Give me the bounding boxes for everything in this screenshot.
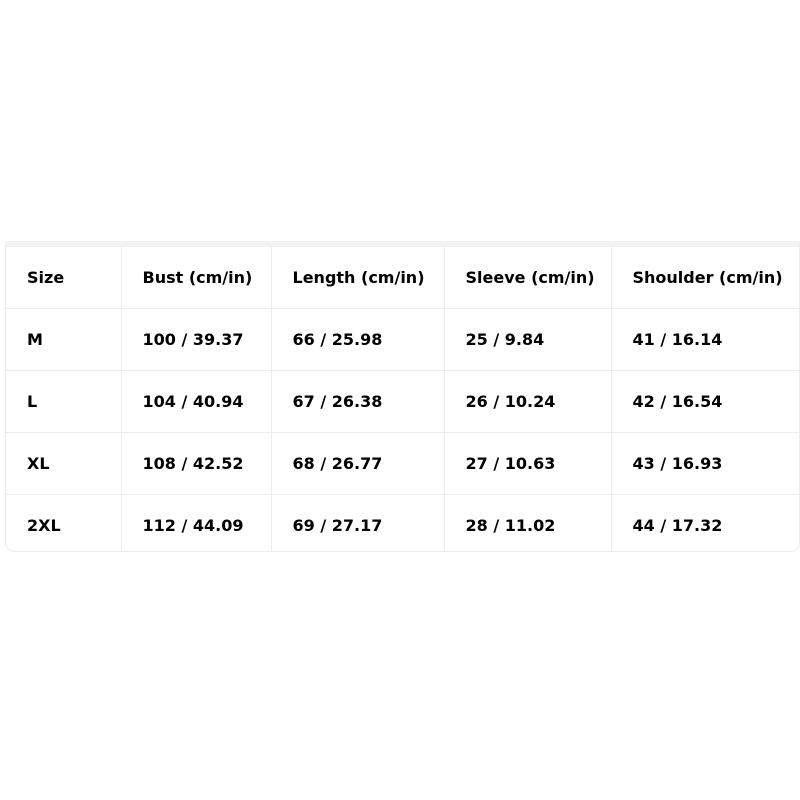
cell-shoulder: 42 / 16.54 bbox=[611, 371, 800, 433]
table-row bbox=[6, 309, 800, 371]
header-sleeve: Sleeve (cm/in) bbox=[444, 247, 611, 309]
cell-sleeve: 26 / 10.24 bbox=[444, 371, 611, 433]
header-bust: Bust (cm/in) bbox=[121, 247, 271, 309]
cell-length: 66 / 25.98 bbox=[271, 309, 444, 371]
cell-length: 67 / 26.38 bbox=[271, 371, 444, 433]
cell-bust: 112 / 44.09 bbox=[121, 495, 271, 553]
cell-sleeve: 27 / 10.63 bbox=[444, 433, 611, 495]
cell-length: 68 / 26.77 bbox=[271, 433, 444, 495]
size-chart-card bbox=[5, 241, 800, 552]
cell-sleeve: 25 / 9.84 bbox=[444, 309, 611, 371]
table-row bbox=[6, 495, 800, 553]
cell-bust: 108 / 42.52 bbox=[121, 433, 271, 495]
size-chart-table bbox=[6, 247, 800, 552]
header-shoulder: Shoulder (cm/in) bbox=[611, 247, 800, 309]
cell-size: M bbox=[6, 309, 121, 371]
cell-sleeve: 28 / 11.02 bbox=[444, 495, 611, 553]
cell-shoulder: 44 / 17.32 bbox=[632, 516, 723, 535]
cell-size: 2XL bbox=[6, 495, 121, 553]
cell-length: 69 / 27.17 bbox=[271, 495, 444, 553]
header-size: Size bbox=[6, 247, 121, 309]
table-row bbox=[6, 371, 800, 433]
cell-shoulder: 41 / 16.14 bbox=[611, 309, 800, 371]
cell-bust: 104 / 40.94 bbox=[121, 371, 271, 433]
cell-size: XL bbox=[6, 433, 121, 495]
cell-shoulder: 43 / 16.93 bbox=[611, 433, 800, 495]
table-header-row bbox=[6, 247, 800, 309]
table-row bbox=[6, 433, 800, 495]
header-length: Length (cm/in) bbox=[271, 247, 444, 309]
cell-bust: 100 / 39.37 bbox=[121, 309, 271, 371]
cell-size: L bbox=[6, 371, 121, 433]
